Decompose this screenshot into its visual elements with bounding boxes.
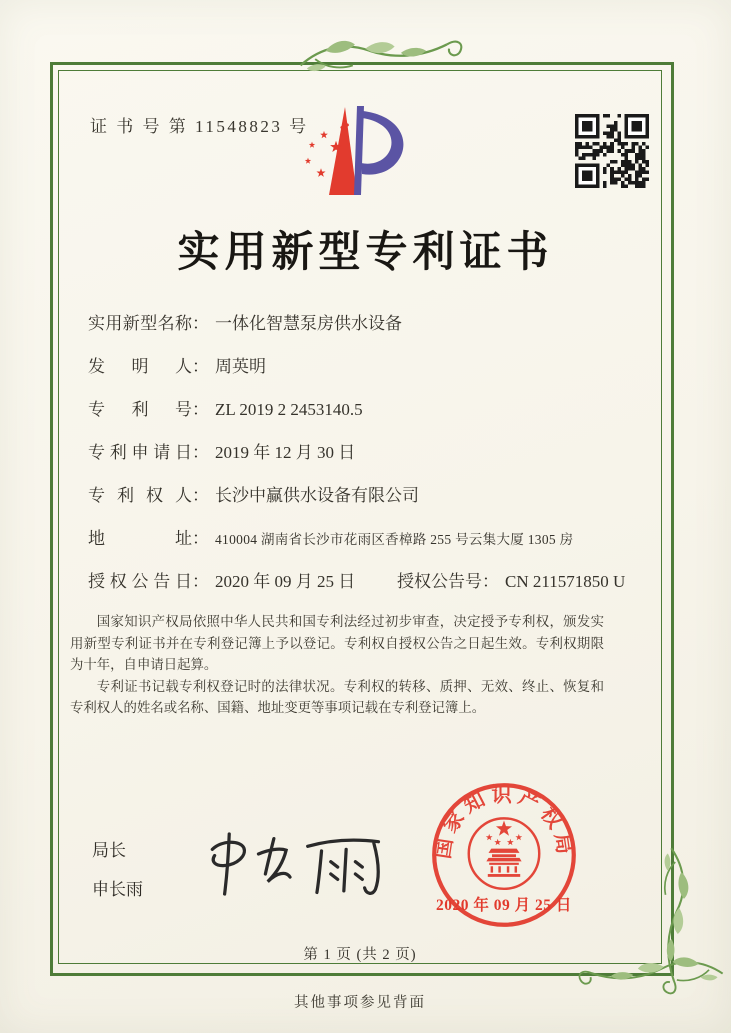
field-colon: ： [482,572,499,591]
field-value: 410004 湖南省长沙市花雨区香樟路 255 号云集大厦 1305 房 [215,532,574,547]
grant-number-group [397,569,625,595]
certificate-number: 证 书 号 第 11548823 号 [90,117,309,136]
officer-name: 申长雨 [92,880,143,899]
page-number: 第 1 页 (共 2 页) [303,947,417,963]
field-value: CN 211571850 U [505,572,626,591]
field-row-inventor [88,354,668,380]
field-value: 2020 年 09 月 25 日 [215,572,356,591]
officer-block [92,836,143,900]
field-colon: ： [192,400,209,419]
field-value: 2019 年 12 月 30 日 [215,443,356,462]
field-colon: ： [192,572,209,591]
cnipa-logo-icon [300,104,417,200]
field-colon: ： [192,443,209,462]
legal-text [70,611,604,719]
legal-paragraph-1: 国家知识产权局依照中华人民共和国专利法经过初步审查，决定授予专利权，颁发实用新型专利证书并在专利登记簿上予以登记。专利权自授权公告之日起生效。专利权期限为十年，自申请日起算。 [70,614,604,673]
field-label: 专利权人 [88,486,192,505]
field-row-patent-number [88,397,668,423]
field-row-address [88,526,668,552]
legal-paragraph-2: 专利证书记载专利权登记时的法律状况。专利权的转移、质押、无效、终止、恢复和专利权人的姓名或名称、国籍、地址变更等事项记载在专利登记簿上。 [70,678,604,716]
certificate-fields [88,311,668,612]
field-label: 发明人 [88,357,192,376]
field-value: 一体化智慧泵房供水设备 [215,314,402,333]
floral-ornament-top [296,34,464,80]
certificate-title: 实用新型专利证书 [177,230,554,276]
field-row-utility-model-name [88,311,668,337]
seal-date: 2020 年 09 月 25 日 [436,897,572,914]
field-colon: ： [192,486,209,505]
field-value: 长沙中赢供水设备有限公司 [215,486,419,505]
field-label: 专利号 [88,400,192,419]
field-row-patentee [88,483,668,509]
field-row-grant-announcement [88,569,668,595]
field-label: 专利申请日 [88,443,192,462]
field-label: 实用新型名称 [88,314,192,333]
grant-date-group [88,569,397,595]
director-signature [200,828,400,900]
back-side-note: 其他事项参见背面 [294,995,426,1011]
seal-text: 国家知识产权局 [432,784,576,861]
field-row-filing-date [88,440,668,466]
field-value: 周英明 [215,357,266,376]
national-emblem-icon [469,818,539,888]
field-colon: ： [192,529,209,548]
field-colon: ： [192,314,209,333]
qr-code [575,113,649,189]
field-label: 授权公告日 [88,572,192,591]
field-label: 授权公告号 [397,572,482,591]
officer-title: 局长 [92,841,126,860]
field-value: ZL 2019 2 2453140.5 [215,400,363,419]
field-colon: ： [192,357,209,376]
field-label: 地址 [88,529,192,548]
